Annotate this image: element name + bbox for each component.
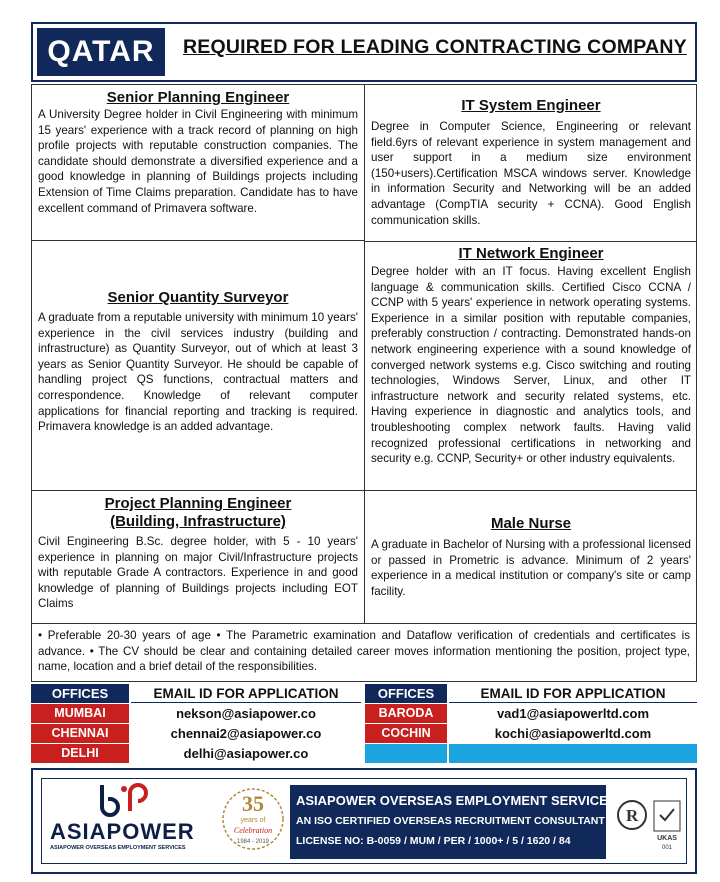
offices-column-left: [31, 684, 129, 763]
job-description: Degree holder with an IT focus. Having excellent English language & communication skills. Certified Cisco CCNA / CCNP with 5 years' experience in network operating systems. Experience in a similar position with reputable companies, preferably construction / contracting. Demonstrated hands-on network engineering experience with a sound knowledge of converged network systems e.g. Cisco switching and routing technologies, Windows Server, Linux, and other IT infrastructure network and security related systems, etc. Having experience in diagnostic and analytics tools, and troubleshooting complex network faults. Having valid recognized professional certifications in networking and security e.g. CCNP, Security+ or other industry equivalents.: [371, 265, 691, 466]
job-project-planning-engineer: [32, 495, 364, 612]
anniversary-years: 1984 - 2019: [236, 839, 270, 845]
table-fill: [449, 744, 697, 763]
requirements-notes: • Preferable 20-30 years of age • The Parametric examination and Dataflow verification of credentials and certificates is advance. • The CV should be clear and containing detailed career moves information mentioning the position, project type, name, location and a brief detail of the responsibilities.: [31, 624, 697, 682]
office-email[interactable]: nekson@asiapower.co: [131, 704, 361, 723]
office-email[interactable]: kochi@asiapowerltd.com: [449, 724, 697, 743]
job-title: IT Network Engineer: [458, 245, 604, 262]
job-title: Senior Planning Engineer: [106, 89, 290, 106]
asiapower-logo-icon: [96, 783, 156, 817]
table-fill: [365, 744, 447, 763]
asiapower-logo: [46, 783, 206, 859]
office-city: BARODA: [365, 704, 447, 723]
offices-header: OFFICES: [31, 684, 129, 703]
header: [31, 22, 697, 82]
footer: [31, 768, 697, 874]
office-email[interactable]: vad1@asiapowerltd.com: [449, 704, 697, 723]
row-divider: [364, 241, 696, 242]
office-city: DELHI: [31, 744, 129, 763]
office-city: COCHIN: [365, 724, 447, 743]
job-it-network-engineer: [365, 245, 697, 467]
office-city: CHENNAI: [31, 724, 129, 743]
country-badge: QATAR: [37, 28, 165, 76]
email-header: EMAIL ID FOR APPLICATION: [131, 684, 361, 703]
job-title: Project Planning Engineer: [104, 495, 292, 512]
offices-column-right: [365, 684, 447, 763]
anniversary-text: years of: [240, 817, 266, 824]
row-divider: [32, 490, 364, 491]
logo-name: ASIAPOWER: [50, 819, 195, 844]
certification-marks: [614, 785, 684, 859]
job-description: Degree in Computer Science, Engineering or relevant field.6yrs of relevant experience in system management and user support in a medium size environment (150+users).Certification MSCA windows server. Knowledge in information Security and Networking will be an added advantage (CompTIA security + CCNA). Good English communication skills.: [371, 120, 691, 227]
job-title: Male Nurse: [490, 515, 572, 532]
job-it-system-engineer: [365, 97, 697, 228]
office-city: MUMBAI: [31, 704, 129, 723]
company-name: ASIAPOWER OVERSEAS EMPLOYMENT SERVICES: [296, 793, 617, 808]
logo-tagline: ASIAPOWER OVERSEAS EMPLOYMENT SERVICES: [50, 845, 186, 851]
company-banner: [290, 785, 617, 859]
email-header: EMAIL ID FOR APPLICATION: [449, 684, 697, 703]
job-description: Civil Engineering B.Sc. degree holder, with 5 - 10 years' experience in planning on major Civil/Infrastructure projects with reputable Grade A contractors. Experience in and good knowledge of planning of Buildings projects including EOT Claims: [38, 535, 358, 611]
job-description: A University Degree holder in Civil Engineering with minimum 15 years' experience with a track record of planning on high profile projects with reputable construction companies. The candidate should demonstrate a diversified experience and a good knowledge in planning of Buildings projects including Extension of Time Claims preparation. Candidate has to have excellent command of Primavera software.: [38, 108, 358, 215]
job-description: A graduate from a reputable university with minimum 10 years' experience in the civil services industry (building and infrastructure) as Quantity Surveyor, out of which at least 3 years as Senior Quantity Surveyor. He should be capable of handling project QS functions, contractual matters and correspondence. Knowledge of relevant computer applications for financial reporting and tracking is required. Primavera knowledge is an added advantage.: [38, 311, 358, 434]
cert-label: UKAS: [657, 835, 677, 842]
offices-header: OFFICES: [365, 684, 447, 703]
page-title: REQUIRED FOR LEADING CONTRACTING COMPANY: [183, 36, 687, 58]
license-number: LICENSE NO: B-0059 / MUM / PER / 1000+ / 5 / 1620 / 84: [296, 835, 571, 847]
emails-column-left: [131, 684, 361, 763]
row-divider: [364, 490, 696, 491]
anniversary-badge: [220, 785, 286, 857]
job-description: A graduate in Bachelor of Nursing with a professional licensed or passed in Prometric is advance. Minimum of 2 years' experience in a medical institution or company's site or camp facility.: [371, 538, 691, 598]
cert-number: 001: [661, 845, 672, 851]
row-divider: [32, 240, 364, 241]
job-listings: [31, 84, 697, 624]
anniversary-number: 35: [242, 791, 264, 816]
job-male-nurse: [365, 515, 697, 599]
job-title: IT System Engineer: [461, 97, 601, 114]
office-email[interactable]: delhi@asiapower.co: [131, 744, 361, 763]
footer-inner: [41, 778, 687, 864]
iso-line: AN ISO CERTIFIED OVERSEAS RECRUITMENT CONSULTANT: [296, 815, 605, 827]
emails-column-right: [449, 684, 697, 763]
job-title: Senior Quantity Surveyor: [107, 289, 289, 306]
job-title-subtitle: (Building, Infrastructure): [110, 513, 286, 530]
job-senior-quantity-surveyor: [32, 289, 364, 435]
office-email[interactable]: chennai2@asiapower.co: [131, 724, 361, 743]
anniversary-script: Celebration: [233, 826, 273, 835]
job-senior-planning-engineer: [32, 89, 364, 216]
svg-text:R: R: [626, 806, 639, 825]
